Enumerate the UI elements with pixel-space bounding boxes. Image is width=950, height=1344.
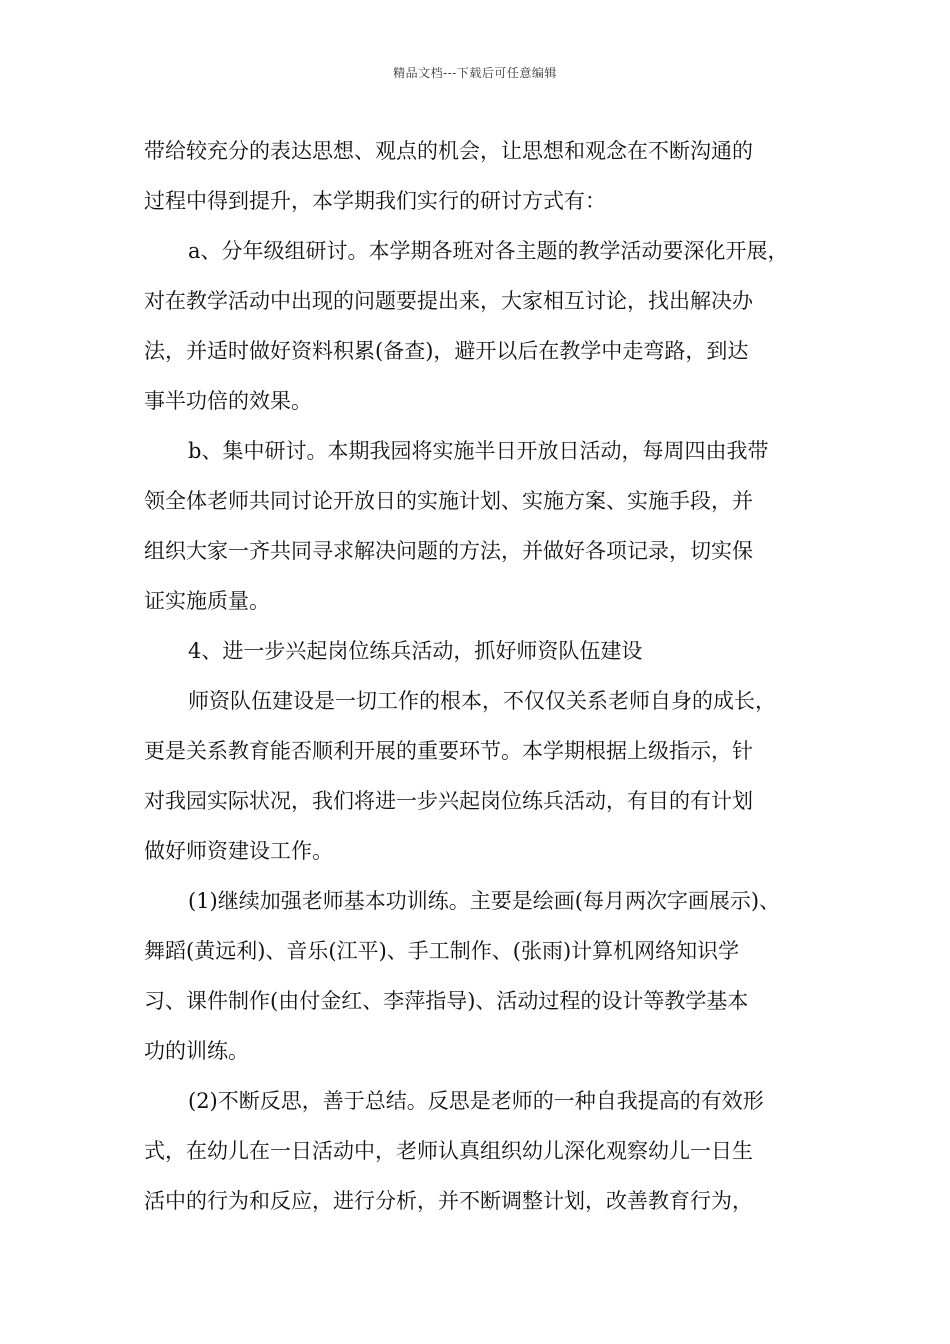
- text-line: 领全体老师共同讨论开放日的实施计划、实施方案、实施手段，并: [144, 489, 753, 513]
- text-line: (2)不断反思，善于总结。反思是老师的一种自我提高的有效形: [188, 1089, 764, 1113]
- text-line: b、集中研讨。本期我园将实施半日开放日活动，每周四由我带: [188, 439, 769, 463]
- text-line: 4、进一步兴起岗位练兵活动，抓好师资队伍建设: [188, 639, 643, 663]
- text-line: 功的训练。: [144, 1039, 249, 1063]
- text-line: 事半功倍的效果。: [144, 389, 312, 413]
- text-line: 组织大家一齐共同寻求解决问题的方法，并做好各项记录，切实保: [144, 539, 753, 563]
- text-line: 师资队伍建设是一切工作的根本，不仅仅关系老师自身的成长，: [188, 689, 776, 713]
- text-line: 习、课件制作(由付金红、李萍指导)、活动过程的设计等教学基本: [144, 989, 749, 1013]
- document-body: [144, 126, 814, 1226]
- text-line: 法，并适时做好资料积累(备查)，避开以后在教学中走弯路，到达: [144, 339, 749, 363]
- text-line: 证实施质量。: [144, 589, 270, 613]
- text-line: 做好师资建设工作。: [144, 839, 333, 863]
- text-line: 舞蹈(黄远利)、音乐(江平)、手工制作、(张雨)计算机网络知识学: [144, 939, 740, 963]
- text-line: 式，在幼儿在一日活动中，老师认真组织幼儿深化观察幼儿一日生: [144, 1139, 753, 1163]
- text-line: 过程中得到提升，本学期我们实行的研讨方式有：: [144, 189, 606, 213]
- text-line: 对我园实际状况，我们将进一步兴起岗位练兵活动，有目的有计划: [144, 789, 753, 813]
- text-line: a、分年级组研讨。本学期各班对各主题的教学活动要深化开展，: [188, 239, 789, 263]
- text-line: (1)继续加强老师基本功训练。主要是绘画(每月两次字画展示)、: [188, 889, 781, 913]
- text-line: 对在教学活动中出现的问题要提出来，大家相互讨论，找出解决办: [144, 289, 753, 313]
- text-line: 带给较充分的表达思想、观点的机会，让思想和观念在不断沟通的: [144, 139, 753, 163]
- text-line: 活中的行为和反应，进行分析，并不断调整计划，改善教育行为，: [144, 1189, 753, 1213]
- page-header: 精品文档---下载后可任意编辑: [393, 66, 557, 80]
- text-line: 更是关系教育能否顺利开展的重要环节。本学期根据上级指示，针: [144, 739, 753, 763]
